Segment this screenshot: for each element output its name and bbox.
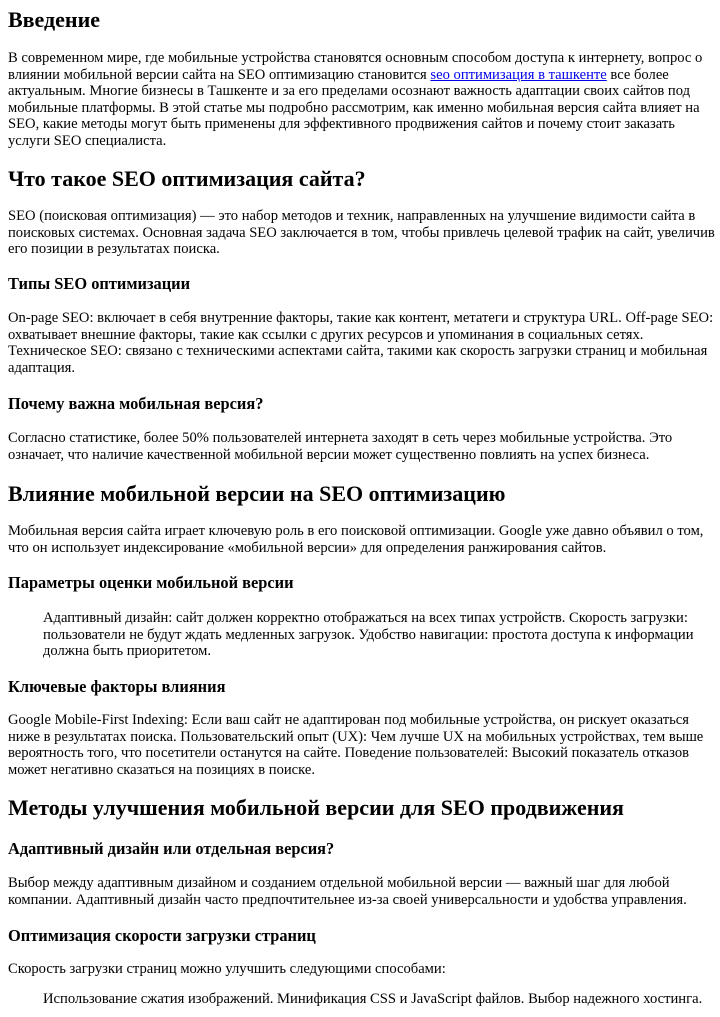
heading-key-factors: Ключевые факторы влияния: [8, 677, 226, 696]
heading-why-mobile: Почему важна мобильная версия?: [8, 394, 264, 413]
paragraph-speed: Скорость загрузки страниц можно улучшить следующими способами:: [8, 961, 446, 977]
heading-mobile-influence: Влияние мобильной версии на SEO оптимизацию: [8, 481, 506, 506]
paragraph-adaptive-or-separate: Выбор между адаптивным дизайном и созданием отдельной мобильной версии — важный шаг для любой компании. Адаптивный дизайн часто предпочтительнее из-за своей универсальности и удобства управления.: [8, 875, 687, 908]
blockquote-eval-params: Адаптивный дизайн: сайт должен корректно отображаться на всех типах устройств. Скорость загрузки: пользователи не будут ждать медленных загрузок. Удобство навигации: простота доступа к информации должна быть приоритетом.: [43, 610, 694, 660]
blockquote-speed: Использование сжатия изображений. Минификация CSS и JavaScript файлов. Выбор надежного хостинга.: [43, 991, 703, 1007]
paragraph-key-factors: Google Mobile-First Indexing: Если ваш сайт не адаптирован под мобильные устройства, он рискует оказаться ниже в результатах поиска. Пользовательский опыт (UX): Чем лучше UX на мобильных устройствах, тем выше вероятность того, что посетители останутся на сайте. Поведение пользователей: Высокий показатель отказов может негативно сказаться на позициях в поиске.: [8, 712, 704, 778]
heading-speed: Оптимизация скорости загрузки страниц: [8, 926, 316, 945]
heading-seo-types: Типы SEO оптимизации: [8, 274, 191, 293]
paragraph-why-mobile: Согласно статистике, более 50% пользователей интернета заходят в сеть через мобильные устройства. Это означает, что наличие качественной мобильной версии может существенно повлиять на успех бизнеса.: [8, 430, 673, 463]
paragraph-what-is-seo: SEO (поисковая оптимизация) — это набор методов и техник, направленных на улучшение видимости сайта в поисковых системах. Основная задача SEO заключается в том, чтобы привлечь целевой трафик на сайт, увеличив его позиции в результатах поиска.: [8, 208, 715, 258]
paragraph-seo-types: On-page SEO: включает в себя внутренние факторы, такие как контент, метатеги и структура URL. Off-page SEO: охватывает внешние факторы, такие как ссылки с других ресурсов и упоминания в социальных сетях. Техническое SEO: связано с техническими аспектами сайта, такими как скорость загрузки страниц и мобильная адаптация.: [8, 310, 714, 376]
paragraph-mobile-influence: Мобильная версия сайта играет ключевую роль в его поисковой оптимизации. Google уже давно объявил о том, что он использует индексирование «мобильной версии» для определения ранжирования сайтов.: [8, 523, 704, 556]
heading-what-is-seo: Что такое SEO оптимизация сайта?: [8, 166, 366, 191]
heading-intro: Введение: [8, 7, 101, 32]
paragraph-intro: В современном мире, где мобильные устройства становятся основным способом доступа к интернету, вопрос о влиянии мобильной версии сайта на SEO оптимизацию становится seo оптимизация в ташкенте все более актуальным. Многие бизнесы в Ташкенте и за его пределами осознают важность адаптации своих сайтов под мобильные платформы. В этой статье мы подробно рассмотрим, как именно мобильная версия сайта влияет на SEO, какие методы могут быть применены для эффективного продвижения сайтов и почему стоит заказать услуги SEO специалиста.: [8, 50, 703, 149]
heading-improve-methods: Методы улучшения мобильной версии для SEO продвижения: [8, 795, 624, 820]
heading-eval-params: Параметры оценки мобильной версии: [8, 573, 294, 592]
heading-adaptive-or-separate: Адаптивный дизайн или отдельная версия?: [8, 839, 335, 858]
seo-tashkent-link[interactable]: seo оптимизация в ташкенте: [430, 66, 607, 83]
